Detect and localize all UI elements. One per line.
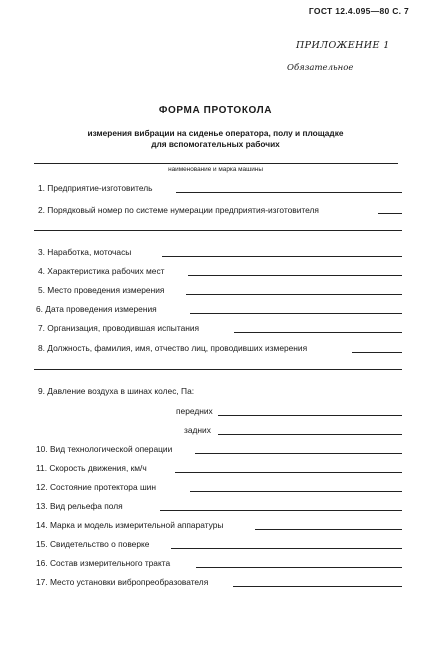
subtitle-line-1: измерения вибрации на сиденье оператора, полу и площадке [87, 128, 344, 138]
item-10-field[interactable] [195, 453, 402, 454]
item-5-label: 5. Место проведения измерения [38, 285, 165, 295]
item-15-field[interactable] [171, 548, 402, 549]
item-12-field[interactable] [190, 491, 402, 492]
form-title: ФОРМА ПРОТОКОЛА [158, 105, 273, 116]
item-5-field[interactable] [186, 294, 402, 295]
item-9-front-label: передних [176, 406, 213, 416]
item-2-field-cont[interactable] [34, 230, 402, 231]
item-9-rear-label: задних [184, 425, 211, 435]
appendix-title: ПРИЛОЖЕНИЕ 1 [296, 40, 390, 51]
item-14-field[interactable] [255, 529, 402, 530]
item-10-label: 10. Вид технологической операции [36, 444, 173, 454]
item-9-label: 9. Давление воздуха в шинах колес, Па: [38, 386, 195, 396]
item-11-label: 11. Скорость движения, км/ч [36, 463, 147, 473]
machine-name-line [34, 163, 398, 164]
item-1-label: 1. Предприятие-изготовитель [38, 183, 153, 193]
item-12-label: 12. Состояние протектора шин [36, 482, 156, 492]
item-9-rear-field[interactable] [218, 434, 402, 435]
item-2-field[interactable] [378, 213, 402, 214]
item-16-label: 16. Состав измерительного тракта [36, 558, 171, 568]
item-1-field[interactable] [176, 192, 402, 193]
page-header: ГОСТ 12.4.095—80 С. 7 [308, 6, 409, 16]
item-14-label: 14. Марка и модель измерительной аппаратуры [36, 520, 224, 530]
item-11-field[interactable] [175, 472, 402, 473]
item-13-field[interactable] [160, 510, 402, 511]
item-4-field[interactable] [188, 275, 402, 276]
item-15-label: 15. Свидетельство о поверке [36, 539, 150, 549]
item-13-label: 13. Вид рельефа поля [36, 501, 123, 511]
item-7-label: 7. Организация, проводившая испытания [38, 323, 200, 333]
item-16-field[interactable] [196, 567, 402, 568]
item-17-label: 17. Место установки вибропреобразователя [36, 577, 209, 587]
item-4-label: 4. Характеристика рабочих мест [38, 266, 165, 276]
item-17-field[interactable] [233, 586, 402, 587]
item-3-label: 3. Наработка, моточасы [38, 247, 132, 257]
item-8-label: 8. Должность, фамилия, имя, отчество лиц, проводивших измерения [38, 343, 308, 353]
item-6-field[interactable] [190, 313, 402, 314]
appendix-status: Обязательное [287, 63, 354, 73]
machine-caption: наименование и марка машины [168, 166, 263, 173]
item-2-label: 2. Порядковый номер по системе нумерации предприятия-изготовителя [38, 205, 319, 215]
item-7-field[interactable] [234, 332, 402, 333]
item-6-label: 6. Дата проведения измерения [36, 304, 157, 314]
item-8-field[interactable] [352, 352, 402, 353]
subtitle-line-2: для вспомогательных рабочих [151, 139, 280, 149]
item-8-field-cont[interactable] [34, 369, 402, 370]
item-3-field[interactable] [162, 256, 402, 257]
item-9-front-field[interactable] [218, 415, 402, 416]
